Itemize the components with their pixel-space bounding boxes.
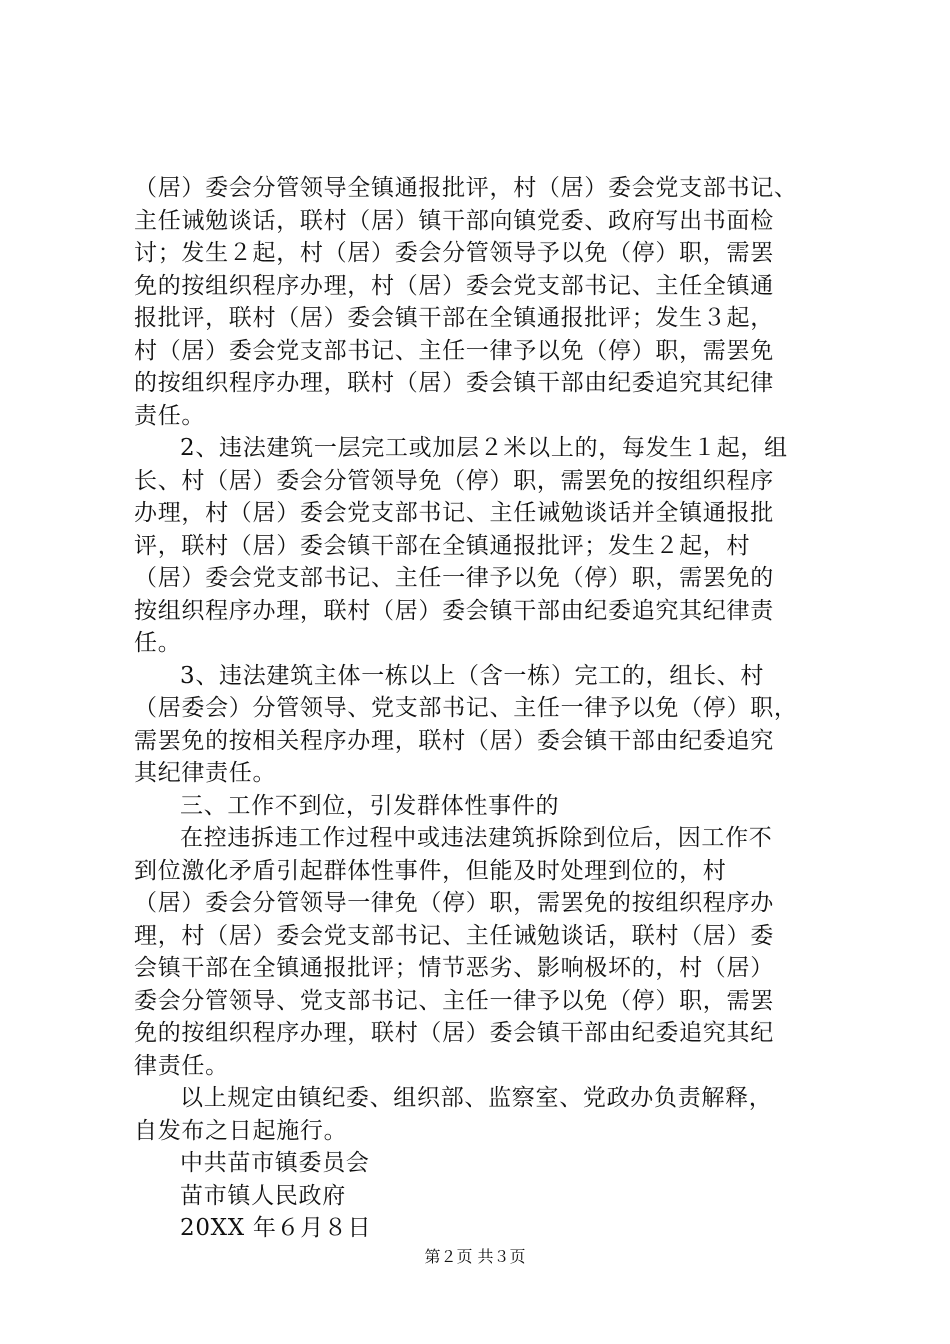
paragraph-line: 免的按组织程序办理，联村（居）委会镇干部由纪委追究其纪 (134, 1020, 774, 1046)
signature-org-party: 中共苗市镇委员会 (180, 1150, 370, 1176)
paragraph-line: 律责任。 (134, 1052, 229, 1079)
paragraph-line: 报批评，联村（居）委会镇干部在全镇通报批评；发生３起， (134, 305, 774, 331)
paragraph-line: （居委会）分管领导、党支部书记、主任一律予以免（停）职， (134, 695, 798, 721)
signature-block (134, 1147, 834, 1245)
paragraph-line: 委会分管领导、党支部书记、主任一律予以免（停）职，需罢 (134, 987, 774, 1014)
paragraph-line: 免的按组织程序办理，村（居）委会党支部书记、主任全镇通 (134, 272, 774, 299)
paragraph-line: 主任诫勉谈话，联村（居）镇干部向镇党委、政府写出书面检 (134, 207, 774, 234)
paragraph-line: 村（居）委会党支部书记、主任一律予以免（停）职，需罢免 (134, 337, 774, 364)
document-body (134, 172, 834, 1245)
paragraph-line: 办理，村（居）委会党支部书记、主任诫勉谈话并全镇通报批 (134, 500, 774, 526)
signature-org-government: 苗市镇人民政府 (180, 1182, 346, 1209)
paragraph-1 (134, 172, 834, 432)
paragraph-line: 到位激化矛盾引起群体性事件，但能及时处理到位的，村 (134, 857, 727, 884)
paragraph-line: 自发布之日起施行。 (134, 1117, 348, 1144)
page-number: 第２页 共３页 (424, 1247, 526, 1266)
paragraph-line: 责任。 (134, 402, 206, 429)
paragraph-3 (134, 660, 834, 790)
paragraph-line: 评，联村（居）委会镇干部在全镇通报批评；发生２起，村 (134, 532, 751, 559)
signature-date: 20XX 年６月８日 (180, 1215, 372, 1241)
paragraph-line: （居）委会分管领导全镇通报批评，村（居）委会党支部书记、 (134, 175, 798, 201)
paragraph-line: （居）委会党支部书记、主任一律予以免（停）职，需罢免的 (134, 565, 774, 591)
paragraph-line: 在控违拆违工作过程中或违法建筑拆除到位后，因工作不 (180, 825, 773, 851)
page-footer (0, 1244, 950, 1267)
paragraph-5 (134, 1082, 834, 1147)
paragraph-line: 的按组织程序办理，联村（居）委会镇干部由纪委追究其纪律 (134, 370, 774, 396)
paragraph-line: 以上规定由镇纪委、组织部、监察室、党政办负责解释， (180, 1085, 773, 1111)
paragraph-line: 其纪律责任。 (134, 760, 277, 786)
paragraph-line: （居）委会分管领导一律免（停）职，需罢免的按组织程序办 (134, 890, 774, 916)
paragraph-4 (134, 822, 834, 1082)
paragraph-line: 任。 (134, 630, 182, 656)
paragraph-line: 讨；发生２起，村（居）委会分管领导予以免（停）职，需罢 (134, 240, 774, 266)
paragraph-line: 理，村（居）委会党支部书记、主任诫勉谈话，联村（居）委 (134, 922, 774, 949)
paragraph-line: 按组织程序办理，联村（居）委会镇干部由纪委追究其纪律责 (134, 597, 774, 624)
paragraph-line: 长、村（居）委会分管领导免（停）职，需罢免的按组织程序 (134, 467, 774, 494)
paragraph-line: 3、违法建筑主体一栋以上（含一栋）完工的，组长、村 (180, 662, 765, 689)
paragraph-2 (134, 432, 834, 660)
section-heading: 三、工作不到位，引发群体性事件的 (180, 792, 560, 819)
paragraph-line: 会镇干部在全镇通报批评；情节恶劣、影响极坏的，村（居） (134, 955, 774, 981)
paragraph-line: 2、违法建筑一层完工或加层２米以上的，每发生１起，组 (180, 435, 788, 461)
paragraph-line: 需罢免的按相关程序办理，联村（居）委会镇干部由纪委追究 (134, 727, 774, 754)
